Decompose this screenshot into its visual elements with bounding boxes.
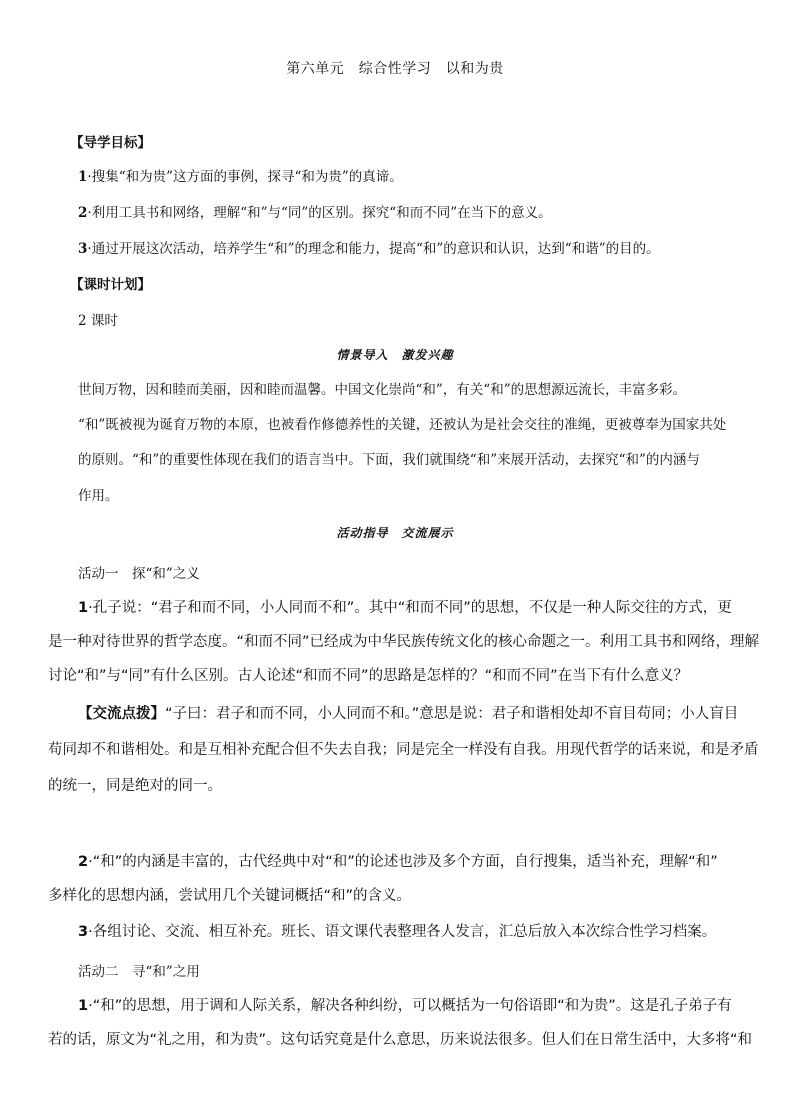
plan-value: 2 课时	[78, 313, 118, 329]
page-title: 第六单元 综合性学习 以和为贵	[286, 61, 504, 77]
goal-item-text: ·搜集“和为贵”这方面的事例，探寻“和为贵”的真谛。	[87, 169, 403, 185]
goals-heading: 【导学目标】	[70, 135, 151, 151]
question-text: ·各组讨论、交流、相互补充。班长、语文课代表整理各人发言，汇总后放入本次综合性学习档案。	[88, 924, 717, 940]
goal-item-num: 2	[78, 205, 88, 221]
goal-item-text: ·通过开展这次活动，培养学生“和”的理念和能力，提高“和”的意识和认识，达到“和谐”的目的。	[87, 241, 660, 257]
question-num: 3	[78, 924, 89, 940]
activity2-q1-line-2: 若的话，原文为“礼之用，和为贵”。这句话究竟是什么意思，历来说法很多。但人们在日常生活中，大多将“和	[48, 1032, 753, 1048]
goal-item-3	[78, 237, 660, 257]
plan-heading: 【课时计划】	[70, 277, 151, 293]
exchange-tip-label: 【交流点拨】	[78, 706, 165, 722]
activity1-q2-line-2: 多样化的思想内涵，尝试用几个关键词概括“和”的含义。	[48, 888, 412, 904]
activity2-heading: 活动二 寻“和”之用	[78, 964, 200, 980]
question-text: ·“和”的内涵是丰富的，古代经典中对“和”的论述也涉及多个方面，自行搜集，适当补充，理解“和”	[88, 854, 718, 870]
exchange-tip	[78, 702, 738, 723]
question-num: 1	[78, 998, 89, 1014]
goal-item-num: 1	[78, 169, 88, 185]
intro-line-2: “和”既被视为诞育万物的本原，也被看作修德养性的关键，还被认为是社会交往的准绳，更被尊奉为国家共处	[78, 417, 727, 433]
activity1-q1-line-3: 讨论“和”与“同”有什么区别。古人论述“和而不同”的思路是怎样的？“和而不同”在当下有什么意义？	[48, 668, 689, 684]
activity1-q1-line-1	[78, 596, 732, 617]
intro-line-4: 作用。	[78, 488, 119, 504]
question-text: ·孔子说：“君子和而不同，小人同而不和”。其中“和而不同”的思想，不仅是一种人际交往的方式，更	[88, 600, 732, 616]
question-num: 2	[78, 854, 89, 870]
intro-heading: 情景导入 激发兴趣	[336, 348, 454, 362]
activity1-q2-line-1	[78, 850, 718, 871]
guide-heading: 活动指导 交流展示	[336, 526, 454, 540]
exchange-tip-text: “子曰：君子和而不同，小人同而不和。”意思是说：君子和谐相处却不盲目苟同；小人盲目	[165, 706, 739, 722]
activity2-q1-line-1	[78, 994, 732, 1015]
activity1-q1-line-2: 是一种对待世界的哲学态度。“和而不同”已经成为中华民族传统文化的核心命题之一。利用工具书和网络，理解	[48, 634, 760, 650]
goal-item-num: 3	[78, 241, 88, 257]
goal-item-1	[78, 165, 403, 185]
goal-item-text: ·利用工具书和网络，理解“和”与“同”的区别。探究“和而不同”在当下的意义。	[87, 205, 552, 221]
activity1-q3	[78, 920, 716, 941]
activity1-heading: 活动一 探“和”之义	[78, 566, 200, 582]
goal-item-2	[78, 201, 552, 221]
question-num: 1	[78, 600, 89, 616]
exchange-tip-line-3: 的统一，同是绝对的同一。	[48, 778, 222, 794]
intro-line-3: 的原则。“和”的重要性体现在我们的语言当中。下面，我们就围绕“和”来展开活动，去探究“和”的内涵与	[78, 452, 700, 468]
question-text: ·“和”的思想，用于调和人际关系，解决各种纠纷，可以概括为一句俗语即“和为贵”。这是孔子弟子有	[88, 998, 732, 1014]
intro-line-1: 世间万物，因和睦而美丽，因和睦而温馨。中国文化崇尚“和”，有关“和”的思想源远流长，丰富多彩。	[78, 382, 687, 398]
exchange-tip-line-2: 苟同却不和谐相处。和是互相补充配合但不失去自我；同是完全一样没有自我。用现代哲学的话来说，和是矛盾	[48, 742, 759, 758]
